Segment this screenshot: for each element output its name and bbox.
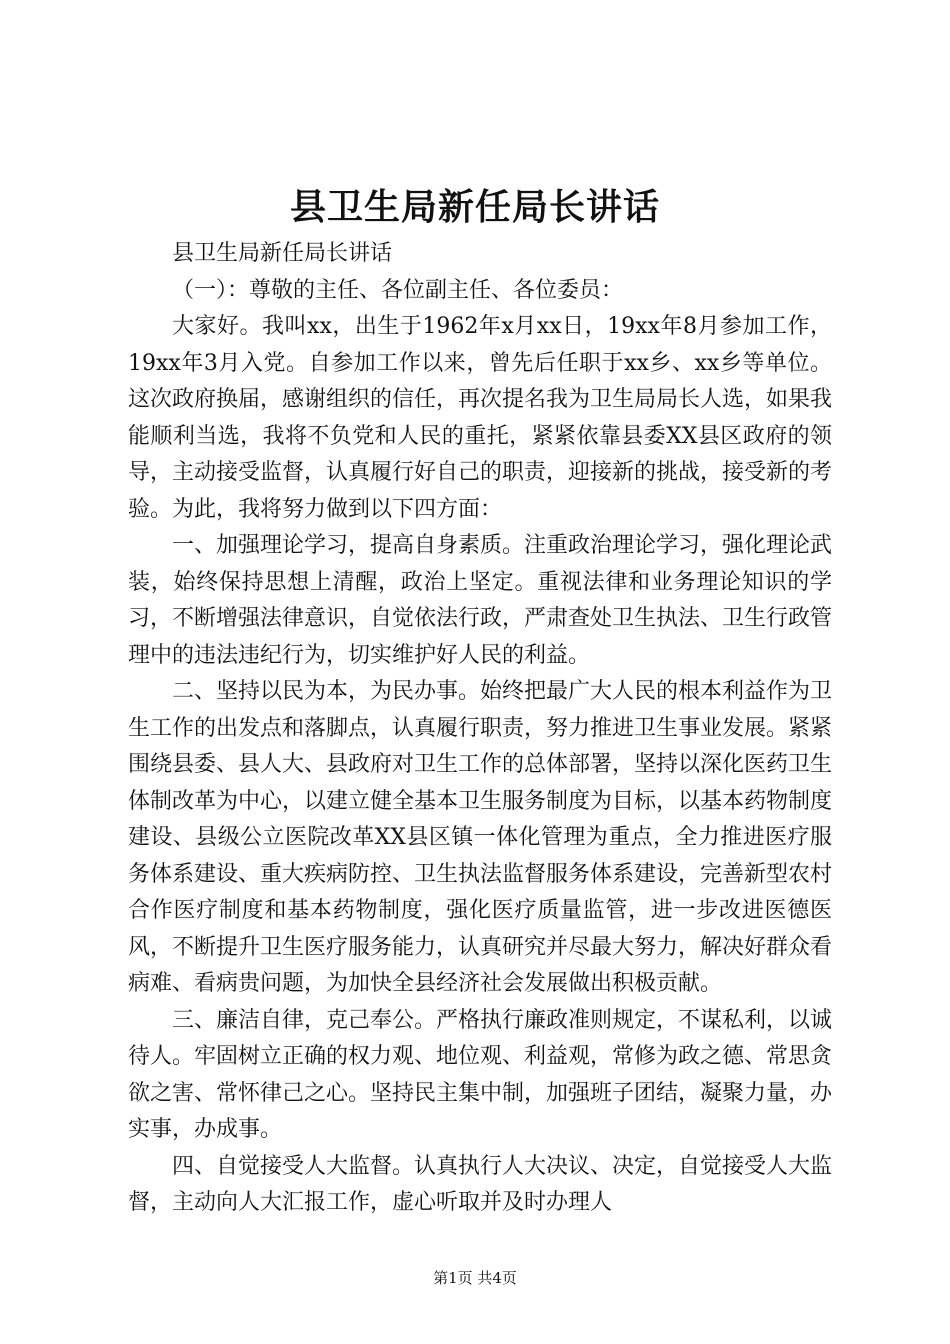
point-two-paragraph: 二、坚持以民为本，为民办事。始终把最广大人民的根本利益作为卫生工作的出发点和落脚点，认真履行职责，努力推进卫生事业发展。紧紧围绕县委、县人大、县政府对卫生工作的总体部署，坚持以深化医药卫生体制改革为中心，以建立健全基本卫生服务制度为目标，以基本药物制度建设、县级公立医院改革XX县区镇一体化管理为重点，全力推进医疗服务体系建设、重大疾病防控、卫生执法监督服务体系建设，完善新型农村合作医疗制度和基本药物制度，强化医疗质量监管，进一步改进医德医风，不断提升卫生医疗服务能力，认真研究并尽最大努力，解决好群众看病难、看病贵问题，为加快全县经济社会发展做出积极贡献。 (128, 679, 833, 996)
page-number-footer: 第1页 共4页 (433, 1269, 517, 1287)
document-body (128, 236, 832, 1222)
intro-paragraph: 大家好。我叫xx，出生于1962年x月xx日，19xx年8月参加工作，19xx年3月入党。自参加工作以来，曾先后任职于xx乡、xx乡等单位。这次政府换届，感谢组织的信任，再次提名我为卫生局局长人选，如果我能顺利当选，我将不负党和人民的重托，紧紧依靠县委XX县区政府的领导，主动接受监督，认真履行好自己的职责，迎接新的挑战，接受新的考验。为此，我将努力做到以下四方面： (128, 314, 833, 522)
point-four-paragraph: 四、自觉接受人大监督。认真执行人大决议、决定，自觉接受人大监督，主动向人大汇报工作，虚心听取并及时办理人 (128, 1153, 833, 1215)
point-three-paragraph: 三、廉洁自律，克己奉公。严格执行廉政准则规定，不谋私利，以诚待人。牢固树立正确的权力观、地位观、利益观，常修为政之德、常思贪欲之害、常怀律己之心。坚持民主集中制，加强班子团结，凝聚力量，办实事，办成事。 (128, 1007, 833, 1142)
salutation-paragraph: （一）：尊敬的主任、各位副主任、各位委员： (172, 277, 624, 303)
subtitle-paragraph: 县卫生局新任局长讲话 (172, 241, 393, 266)
document-title: 县卫生局新任局长讲话 (289, 186, 660, 228)
point-one-paragraph: 一、加强理论学习，提高自身素质。注重政治理论学习，强化理论武装，始终保持思想上清醒，政治上坚定。重视法律和业务理论知识的学习，不断增强法律意识，自觉依法行政，严肃查处卫生执法、卫生行政管理中的违法违纪行为，切实维护好人民的利益。 (128, 533, 833, 668)
